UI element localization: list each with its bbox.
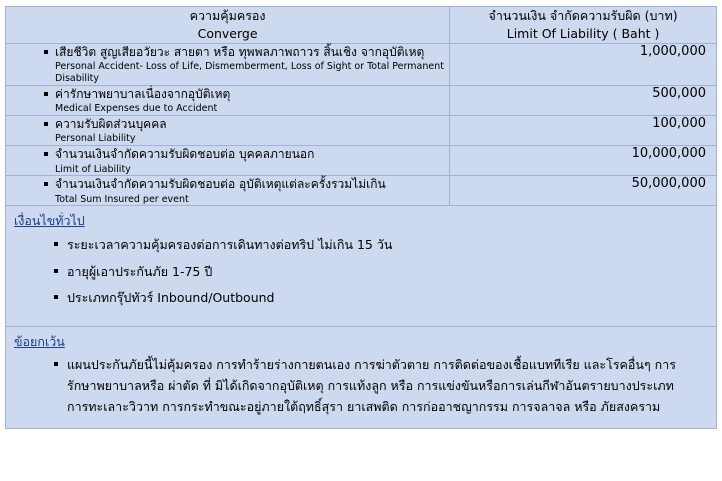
table-row	[6, 116, 717, 146]
table-row	[6, 146, 717, 176]
limit-cell	[450, 146, 717, 176]
header-coverage-cell	[6, 7, 450, 44]
coverage-en: Limit of Liability	[55, 163, 131, 175]
limit-cell	[450, 116, 717, 146]
square-bullet-icon	[54, 269, 58, 273]
coverage-cell	[6, 116, 450, 146]
bullet-line	[6, 116, 449, 132]
limit-amount: 10,000,000	[631, 146, 706, 162]
limit-amount: 500,000	[652, 86, 706, 102]
bullet-line	[6, 44, 449, 60]
limit-amount: 100,000	[652, 116, 706, 132]
bullet-line	[6, 146, 449, 162]
limit-cell	[450, 44, 717, 86]
bullet-line	[6, 86, 449, 102]
square-bullet-icon	[44, 92, 48, 96]
coverage-th: จำนวนเงินจำกัดความรับผิดชอบต่อ อุบัติเหตุแต่ละครั้งรวมไม่เกิน	[55, 177, 386, 192]
coverage-en: Personal Liability	[55, 133, 136, 145]
header-limit-th: จำนวนเงิน จำกัดความรับผิด (บาท)	[488, 8, 678, 23]
coverage-th: เสียชีวิต สูญเสียอวัยวะ สายตา หรือ ทุพพลภาพถาวร สิ้นเชิง จากอุบัติเหตุ	[55, 45, 425, 60]
header-limit-cell	[450, 7, 717, 44]
square-bullet-icon	[44, 152, 48, 156]
coverage-th: ค่ารักษาพยาบาลเนื่องจากอุบัติเหตุ	[55, 87, 231, 102]
exclusions-title: ข้อยกเว้น	[14, 333, 65, 349]
limit-amount: 1,000,000	[639, 44, 706, 60]
section-spacer	[6, 420, 716, 428]
exclusion-text: แผนประกันภัยนี้ไม่คุ้มครอง การทำร้ายร่างกายตนเอง การฆ่าตัวตาย การติดต่อของเชื้อแบททีเรีย และโรคอื่นๆ การรักษาพยาบาลหรือ ผ่าตัด ที่ มิได้เกิดจากอุบัติเหตุ การแท้งลูก หรือ การแข่งขันหรือการเล่นกีฬาอันตรายบางประเภท การทะเลาะวิวาท การกระทำขณะอยู่ภายใต้ฤทธิ์สุรา ยาเสพติด การก่ออาชญากรรม การจลาจล หรือ ภัยสงคราม	[67, 357, 676, 414]
coverage-cell	[6, 146, 450, 176]
coverage-th: จำนวนเงินจำกัดความรับผิดชอบต่อ บุคคลภายนอก	[55, 147, 315, 162]
table-row	[6, 86, 717, 116]
table-row	[6, 176, 717, 206]
limit-cell	[450, 86, 717, 116]
condition-text: ระยะเวลาความคุ้มครองต่อการเดินทางต่อทริป ไม่เกิน 15 วัน	[67, 236, 393, 252]
square-bullet-icon	[54, 295, 58, 299]
condition-text: อายุผู้เอาประกันภัย 1-75 ปี	[67, 263, 213, 279]
coverage-en: Medical Expenses due to Accident	[55, 103, 218, 115]
square-bullet-icon	[44, 50, 48, 54]
square-bullet-icon	[44, 182, 48, 186]
general-conditions-title: เงื่อนไขทั่วไป	[14, 213, 85, 229]
general-conditions-list	[6, 232, 716, 312]
table-header-row	[6, 7, 717, 44]
coverage-cell	[6, 176, 450, 206]
coverage-th: ความรับผิดส่วนบุคคล	[55, 117, 167, 132]
limit-cell	[450, 176, 717, 206]
coverage-cell	[6, 44, 450, 86]
list-item	[6, 232, 716, 259]
list-item	[6, 259, 716, 286]
coverage-en: Total Sum Insured per event	[55, 193, 189, 205]
square-bullet-icon	[54, 362, 58, 366]
header-coverage-th: ความคุ้มครอง	[189, 8, 266, 23]
list-item	[6, 285, 716, 312]
square-bullet-icon	[54, 242, 58, 246]
exclusions-list	[6, 352, 716, 420]
bullet-line	[6, 176, 449, 192]
coverage-table	[5, 6, 717, 206]
exclusions-section	[5, 327, 717, 429]
coverage-en: Personal Accident- Loss of Life, Dismemberment, Loss of Sight or Total Permanent Disability	[55, 61, 444, 85]
section-spacer	[6, 312, 716, 326]
table-row	[6, 44, 717, 86]
general-conditions-section	[5, 206, 717, 326]
header-limit-en: Limit Of Liability ( Baht )	[506, 26, 660, 42]
list-item	[6, 352, 716, 420]
header-coverage-en: Converge	[197, 26, 258, 42]
square-bullet-icon	[44, 122, 48, 126]
condition-text: ประเภทกรุ๊ปทัวร์ Inbound/Outbound	[67, 290, 275, 306]
limit-amount: 50,000,000	[631, 176, 706, 192]
coverage-cell	[6, 86, 450, 116]
